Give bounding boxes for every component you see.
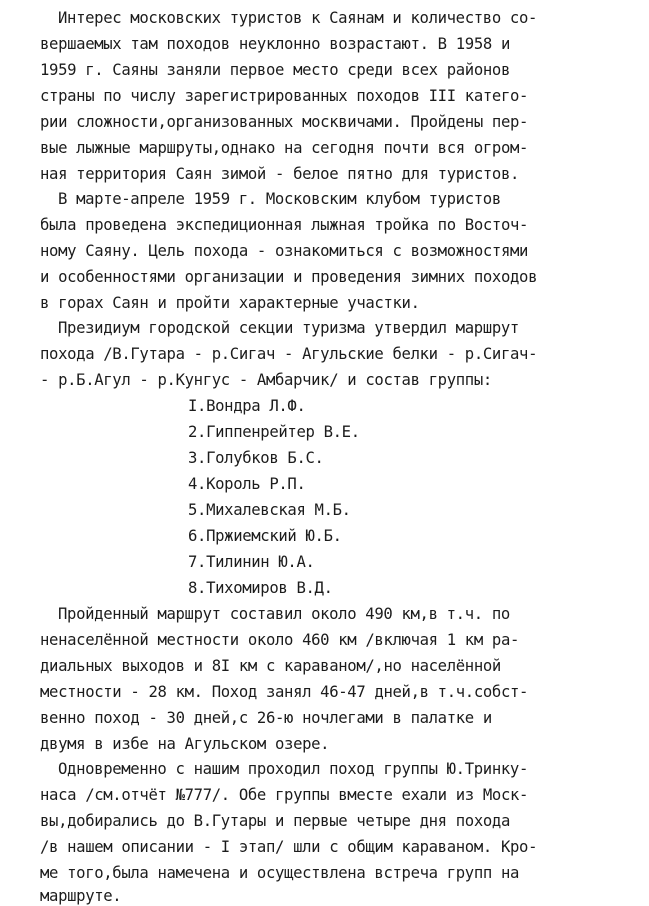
- text-line: в горах Саян и пройти характерные участки.: [40, 294, 420, 312]
- text-line: ме того,была намечена и осуществлена встреча групп на: [40, 864, 520, 882]
- text-line: вые лыжные маршруты,однако на сегодня почти вся огром-: [40, 139, 529, 157]
- text-line: венно поход - 30 дней,с 26-ю ночлегами в палатке и: [40, 709, 492, 727]
- text-line: рии сложности,организованных москвичами. Пройдены пер-: [40, 113, 529, 131]
- text-line: похода /В.Гутара - р.Сигач - Агульские белки - р.Сигач-: [40, 345, 538, 363]
- text-line: двумя в избе на Агульском озере.: [40, 735, 330, 753]
- text-line: Президиум городской секции туризма утвердил маршрут: [58, 319, 519, 337]
- text-line: В марте-апреле 1959 г. Московским клубом туристов: [58, 190, 501, 208]
- member-list-item: I.Вондра Л.Ф.: [188, 397, 306, 415]
- text-line: - р.Б.Агул - р.Кунгус - Амбарчик/ и состав группы:: [40, 371, 492, 389]
- text-line: наса /см.отчёт №777/. Обе группы вместе ехали из Моск-: [40, 786, 529, 804]
- text-line: Интерес московских туристов к Саянам и количество со-: [58, 9, 538, 27]
- member-list-item: 8.Тихомиров В.Д.: [188, 579, 333, 597]
- text-line: диальных выходов и 8I км с караваном/,но населённой: [40, 657, 501, 675]
- text-line: ному Саяну. Цель похода - ознакомиться с возможностями: [40, 242, 529, 260]
- text-line: ная территория Саян зимой - белое пятно для туристов.: [40, 165, 520, 183]
- member-list-item: 5.Михалевская М.Б.: [188, 501, 351, 519]
- text-line: и особенностями организации и проведения зимних походов: [40, 268, 538, 286]
- member-list-item: 2.Гиппенрейтер В.Е.: [188, 423, 360, 441]
- member-list-item: 4.Король Р.П.: [188, 475, 306, 493]
- text-line: Пройденный маршрут составил около 490 км,в т.ч. по: [58, 605, 510, 623]
- text-line: ненаселённой местности около 460 км /включая 1 км ра-: [40, 631, 520, 649]
- text-line: /в нашем описании - I этап/ шли с общим караваном. Кро-: [40, 838, 538, 856]
- text-line: страны по числу зарегистрированных походов III катего-: [40, 87, 529, 105]
- text-line: Одновременно с нашим проходил поход группы Ю.Тринку-: [58, 760, 528, 778]
- text-line: местности - 28 км. Поход занял 46-47 дней,в т.ч.собст-: [40, 683, 529, 701]
- text-line: вершаемых там походов неуклонно возрастают. В 1958 и: [40, 35, 510, 53]
- member-list-item: 7.Тилинин Ю.А.: [188, 553, 315, 571]
- text-line: маршруте.: [40, 887, 122, 905]
- member-list-item: 3.Голубков Б.С.: [188, 449, 324, 467]
- text-line: была проведена экспедиционная лыжная тройка по Восточ-: [40, 216, 529, 234]
- member-list-item: 6.Пржиемский Ю.Б.: [188, 527, 342, 545]
- text-line: 1959 г. Саяны заняли первое место среди всех районов: [40, 61, 510, 79]
- text-line: вы,добирались до В.Гутары и первые четыре дня похода: [40, 812, 510, 830]
